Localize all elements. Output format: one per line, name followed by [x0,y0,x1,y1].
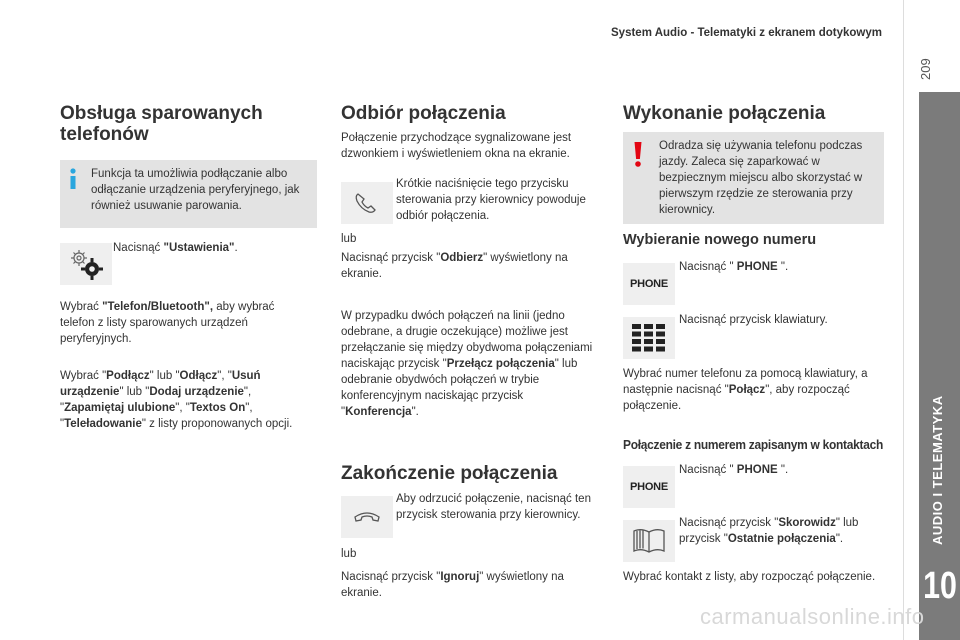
or-label-2: lub [341,548,357,560]
info-text: Funkcja ta umożliwia podłączanie albo odłączanie urządzenia peryferyjnego, jak również usuwanie parowania. [91,168,300,212]
chapter-number: 10 [923,565,957,607]
warning-exclamation-icon [633,142,643,168]
watermark: carmanualsonline.info [700,604,925,629]
phone-text-icon: PHONE [629,278,669,290]
phone-handset-icon [353,191,381,215]
step-press-contacts: Nacisnąć przycisk "Skorowidz" lub przycisk "Ostatnie połączenia". [679,517,859,545]
step-open-settings: Nacisnąć "Ustawienia". [113,242,238,254]
paragraph-dial-number: Wybrać numer telefonu za pomocą klawiatury, a następnie nacisnąć "Połącz", aby rozpocząć połączenie. [623,368,868,412]
paragraph-press-answer: Nacisnąć przycisk "Odbierz" wyświetlony na ekranie. [341,252,568,280]
phone-button-illustration [623,263,675,305]
subsection-call-contact: Połączenie z numerem zapisanym w kontaktach [623,437,883,452]
paragraph-two-calls: W przypadku dwóch połączeń na linii (jedno odebrane, a drugie oczekujące) możliwe jest przełączanie się między obydwoma połączeniami naciskając przycisk "Przełącz połączenia" lub odebranie obydwóch połączeń w trybie konferencyjnym naciskając przycisk "Konferencja". [341,310,593,418]
phone-button-illustration-2 [623,466,675,508]
step-reject-call: Aby odrzucić połączenie, nacisnąć ten przycisk sterowania przy kierownicy. [396,493,591,521]
header-divider [903,0,904,640]
section-title-paired-phones: Obsługa sparowanych telefonów [60,103,263,145]
warning-text: Odradza się używania telefonu podczas jazdy. Zaleca się zaparkować w bezpiecznym miejscu albo skorzystać w pierwszym rzędzie ze sterowania przy kierownicy. [659,140,863,216]
hang-up-icon [352,508,382,526]
settings-gears-icon [67,247,105,281]
paragraph-select-contact: Wybrać kontakt z listy, aby rozpocząć połączenie. [623,571,876,583]
paragraph-press-ignore: Nacisnąć przycisk "Ignoruj" wyświetlony na ekranie. [341,571,564,599]
or-label: lub [341,233,357,245]
info-icon [66,168,80,190]
address-book-icon [632,527,666,555]
paragraph-options: Wybrać "Podłącz" lub "Odłącz", "Usuń urządzenie" lub "Dodaj urządzenie", "Zapamiętaj ulubione", "Textos On", "Teleładowanie" z listy proponowanych opcji. [60,370,293,430]
step-press-phone: Nacisnąć " PHONE ". [679,261,789,273]
paragraph-select-bluetooth: Wybrać "Telefon/Bluetooth", aby wybrać telefon z listy sparowanych urządzeń peryferyjnych. [60,301,275,345]
steering-hangup-button-illustration [341,496,393,538]
info-box [60,160,317,228]
steering-answer-button-illustration [341,182,393,224]
section-title-make-call: Wykonanie połączenia [623,103,826,124]
section-title-end-call: Zakończenie połączenia [341,463,558,484]
keypad-button-illustration [623,317,675,359]
keypad-grid-icon [632,324,666,352]
step-press-keypad: Nacisnąć przycisk klawiatury. [679,314,828,326]
warning-box [623,132,884,224]
section-title-answer-call: Odbiór połączenia [341,103,506,124]
step-short-press-answer: Krótkie naciśnięcie tego przycisku sterowania przy kierownicy powoduje odbiór połączenia. [396,178,586,222]
chapter-sidebar [919,92,960,640]
subsection-dial-new-number: Wybieranie nowego numeru [623,232,817,248]
contacts-button-illustration [623,520,675,562]
settings-button-illustration [60,243,112,285]
running-header: System Audio - Telematyki z ekranem dotykowym [611,27,882,39]
chapter-title: AUDIO I TELEMATYKA [930,395,945,545]
step-press-phone-2: Nacisnąć " PHONE ". [679,464,789,476]
phone-text-icon-2: PHONE [629,481,669,493]
page-number: 209 [918,58,933,80]
paragraph-incoming-call: Połączenie przychodzące sygnalizowane jest dzwonkiem i wyświetleniem okna na ekranie. [341,132,572,160]
